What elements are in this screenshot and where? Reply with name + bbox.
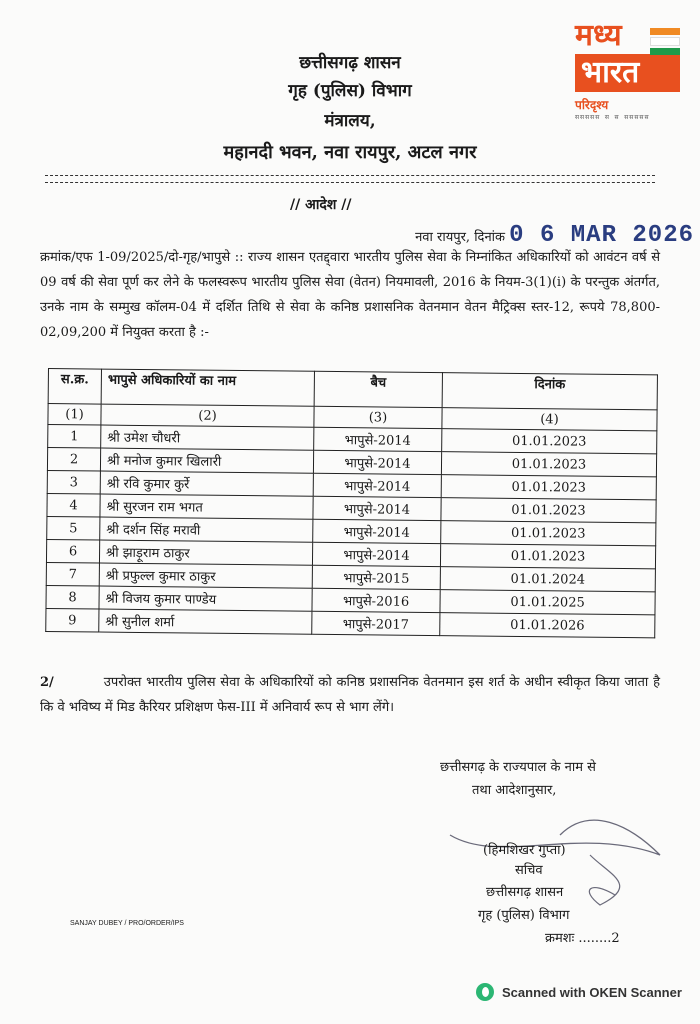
col-number: (1) — [48, 404, 101, 426]
header-date: दिनांक — [442, 373, 657, 410]
order-title: // आदेश // — [290, 197, 352, 213]
batch-cell: भापुसे-2014 — [314, 427, 442, 451]
batch-cell: भापुसे-2017 — [312, 611, 440, 635]
continued-marker: क्रमशः ........2 — [545, 931, 620, 946]
header-line-4: महानदी भवन, नवा रायपुर, अटल नगर — [223, 142, 477, 163]
divider — [45, 182, 655, 183]
flag-icon — [650, 28, 680, 57]
col-number: (3) — [314, 406, 442, 428]
date-prefix: नवा रायपुर, दिनांक — [415, 230, 506, 245]
paragraph-2-text: उपरोक्त भारतीय पुलिस सेवा के अधिकारियों को कनिष्ठ प्रशासनिक वेतनमान इस शर्त के अधीन स्वीकृत किया जाता है कि वे भविष्य में मिड कैरियर प्रशिक्षण फेस-III में अनिवार्य रूप से भाग लेंगे। — [40, 675, 660, 715]
serial-cell: 8 — [46, 585, 99, 609]
name-cell: श्री सुनील शर्मा — [99, 609, 312, 634]
date-cell: 01.01.2023 — [440, 544, 655, 569]
serial-cell: 4 — [47, 493, 100, 517]
date-cell: 01.01.2024 — [440, 567, 655, 592]
name-cell: श्री रवि कुमार कुर्रे — [100, 471, 313, 496]
serial-cell: 5 — [47, 516, 100, 540]
date-cell: 01.01.2025 — [440, 590, 655, 615]
signatory-name: (हिमशिखर गुप्ता) — [483, 843, 566, 858]
signatory-dept: गृह (पुलिस) विभाग — [478, 908, 570, 923]
serial-cell: 3 — [47, 470, 100, 494]
col-number: (2) — [101, 404, 314, 427]
logo-text-bottom: भारत — [575, 54, 680, 92]
col-number: (4) — [442, 408, 657, 431]
header-line-1: छत्तीसगढ़ शासन — [299, 53, 401, 73]
batch-cell: भापुसे-2014 — [312, 542, 440, 566]
date-stamp: 0 6 MAR 2026 — [509, 222, 694, 249]
name-cell: श्री प्रफुल्ल कुमार ठाकुर — [99, 563, 312, 588]
batch-cell: भापुसे-2015 — [312, 565, 440, 589]
date-cell: 01.01.2023 — [442, 429, 657, 454]
name-cell: श्री झाड़ूराम ठाकुर — [99, 540, 312, 565]
date-cell: 01.01.2023 — [441, 521, 656, 546]
serial-cell: 6 — [46, 539, 99, 563]
batch-cell: भापुसे-2014 — [313, 473, 441, 497]
paragraph-number: 2/ — [40, 675, 54, 690]
date-cell: 01.01.2023 — [441, 475, 656, 500]
serial-cell: 1 — [48, 425, 101, 449]
signatory-designation: सचिव — [515, 863, 543, 878]
date-cell: 01.01.2023 — [441, 452, 656, 477]
reference-code: SANJAY DUBEY / PRO/ORDER/IPS — [70, 920, 184, 927]
officers-table — [45, 368, 658, 638]
authority-line-1: छत्तीसगढ़ के राज्यपाल के नाम से — [440, 760, 596, 775]
name-cell: श्री सुरजन राम भगत — [100, 494, 313, 519]
serial-cell: 2 — [47, 448, 100, 472]
batch-cell: भापुसे-2014 — [313, 450, 441, 474]
scanner-watermark — [476, 983, 682, 1001]
scanner-logo-icon — [476, 983, 494, 1001]
divider — [45, 175, 655, 176]
paragraph-2 — [40, 670, 660, 720]
date-cell: 01.01.2026 — [440, 613, 655, 638]
header-serial: स.क्र. — [48, 369, 101, 405]
authority-line-2: तथा आदेशानुसार, — [472, 783, 557, 798]
logo-subtitle: परिदृश्य — [575, 98, 609, 112]
name-cell: श्री दर्शन सिंह मरावी — [100, 517, 313, 542]
order-body: क्रमांक/एफ 1-09/2025/दो-गृह/भापुसे :: राज्य शासन एतद्द्वारा भारतीय पुलिस सेवा के निम्नांकित अधिकारियों को आवंटन वर्ष से 09 वर्ष की सेवा पूर्ण कर लेने के फलस्वरूप भारतीय पुलिस सेवा (वेतन) नियमावली, 2016 के नियम-3(1)(i) के परन्तुक अंतर्गत, उनके नाम के सम्मुख कॉलम-04 में दर्शित तिथि से सेवा के कनिष्ठ प्रशासनिक वेतनमान वेतन मैट्रिक्स स्तर-12, रूपये 78,800-02,09,200 में नियुक्त करता है :- — [40, 250, 660, 340]
date-cell: 01.01.2023 — [441, 498, 656, 523]
serial-cell: 9 — [46, 608, 99, 632]
logo-tagline: ससससस स स ससससस — [575, 114, 650, 121]
header-line-3: मंत्रालय, — [324, 111, 376, 131]
logo-text-top: मध्य — [575, 18, 622, 53]
batch-cell: भापुसे-2016 — [312, 588, 440, 612]
signatory-govt: छत्तीसगढ़ शासन — [486, 885, 564, 900]
header-line-2: गृह (पुलिस) विभाग — [288, 81, 412, 101]
scanner-text: Scanned with OKEN Scanner — [502, 984, 682, 1000]
header-name: भापुसे अधिकारियों का नाम — [101, 369, 314, 406]
batch-cell: भापुसे-2014 — [313, 496, 441, 520]
header-batch: बैच — [314, 371, 442, 407]
serial-cell: 7 — [46, 562, 99, 586]
name-cell: श्री विजय कुमार पाण्डेय — [99, 586, 312, 611]
batch-cell: भापुसे-2014 — [313, 519, 441, 543]
name-cell: श्री उमेश चौधरी — [101, 425, 314, 450]
madhya-bharat-logo — [575, 20, 680, 121]
name-cell: श्री मनोज कुमार खिलारी — [100, 448, 313, 473]
